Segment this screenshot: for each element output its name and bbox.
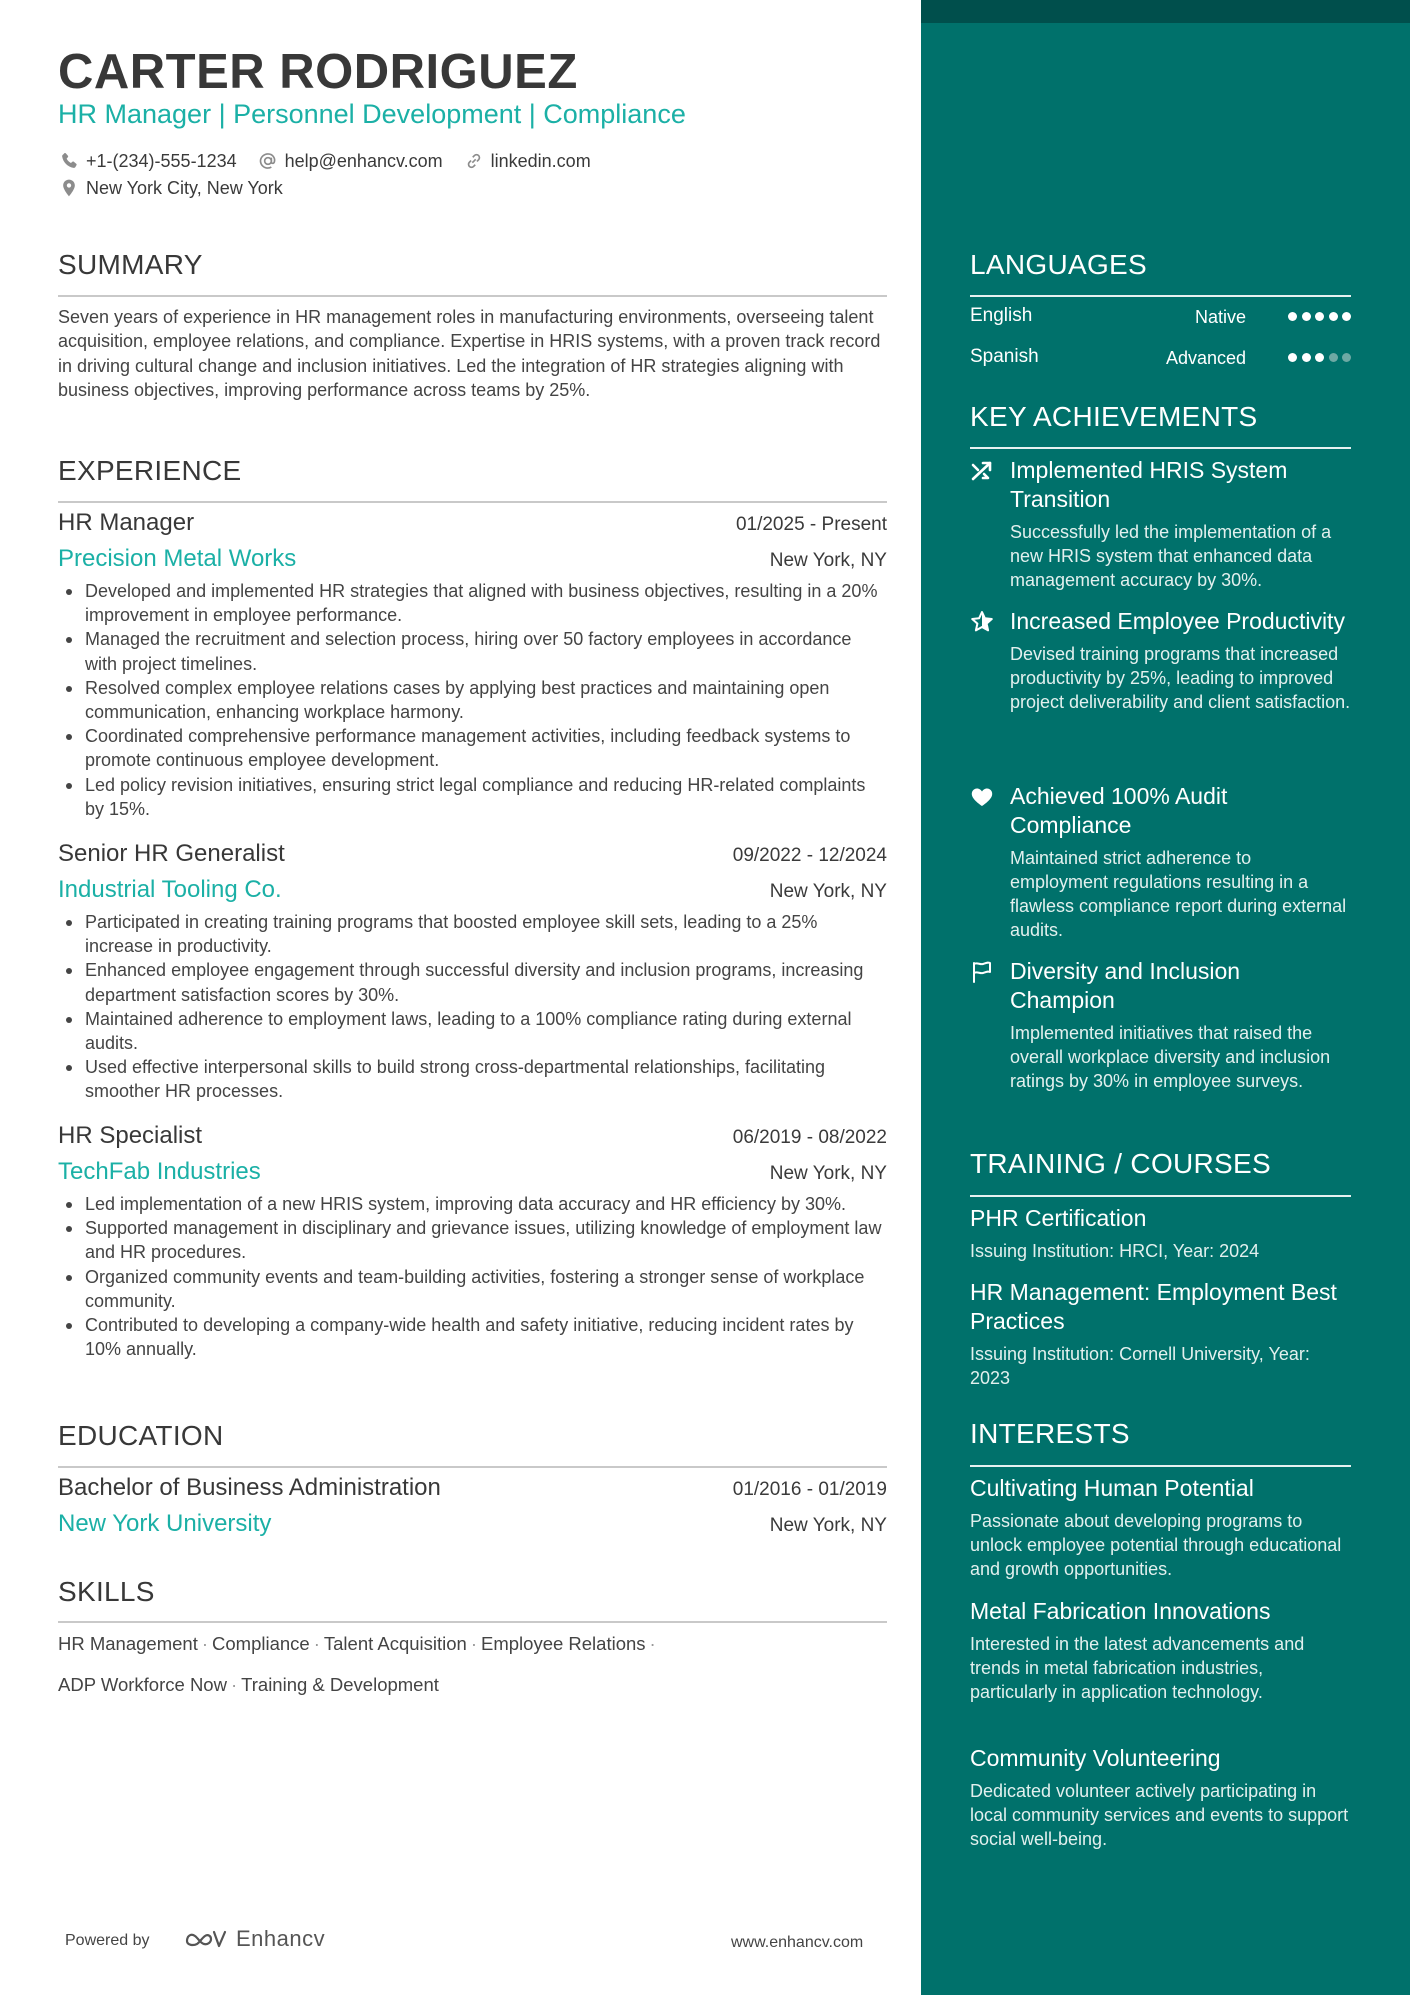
enhancv-brand: Enhancv bbox=[236, 1926, 326, 1951]
footer-url[interactable]: www.enhancv.com bbox=[731, 1934, 864, 1951]
location-text: New York City, New York bbox=[86, 177, 283, 198]
course-item bbox=[970, 1204, 1351, 1263]
job-location: New York, NY bbox=[769, 550, 887, 571]
education-school: New York University bbox=[58, 1510, 272, 1537]
education-entry bbox=[58, 1474, 887, 1538]
job-bullet: Led policy revision initiatives, ensuring strict legal compliance and reducing HR-related complaints by 15%. bbox=[58, 773, 887, 821]
rating-dot bbox=[1302, 312, 1311, 321]
interest-desc: Interested in the latest advancements and trends in metal fabrication industries, particularly in application technology. bbox=[970, 1634, 1305, 1702]
summary-heading: SUMMARY bbox=[58, 249, 203, 280]
job-company: TechFab Industries bbox=[58, 1158, 261, 1185]
enhancv-logo-icon bbox=[184, 1927, 228, 1951]
contact-email[interactable] bbox=[257, 150, 443, 172]
job-dates: 09/2022 - 12/2024 bbox=[732, 845, 887, 866]
skill-item: Employee Relations bbox=[481, 1633, 646, 1654]
skill-separator: · bbox=[649, 1633, 656, 1654]
heart-icon bbox=[970, 785, 994, 809]
education-heading: EDUCATION bbox=[58, 1420, 224, 1451]
job-entry bbox=[58, 509, 887, 821]
phone-icon bbox=[58, 150, 80, 172]
rating-dot bbox=[1288, 312, 1297, 321]
sidebar-top-bar bbox=[921, 0, 1410, 23]
job-bullet: Organized community events and team-building activities, fostering a stronger sense of workplace community. bbox=[58, 1265, 887, 1313]
swap-arrows-icon bbox=[970, 459, 994, 483]
phone-text: +1-(234)-555-1234 bbox=[86, 150, 237, 171]
job-bullet: Resolved complex employee relations cases by applying best practices and maintaining open communication, enhancing workplace harmony. bbox=[58, 676, 887, 724]
interest-desc: Passionate about developing programs to unlock employee potential through educational and growth opportunities. bbox=[970, 1511, 1342, 1579]
achievement-title: Increased Employee Productivity bbox=[1010, 608, 1345, 634]
language-item bbox=[970, 305, 1351, 331]
interest-title: Cultivating Human Potential bbox=[970, 1475, 1254, 1501]
achievement-item bbox=[970, 782, 1351, 942]
job-bullet: Coordinated comprehensive performance management activities, including feedback systems to promote continuous employee development. bbox=[58, 724, 887, 772]
job-subheader bbox=[58, 1158, 887, 1186]
job-subheader bbox=[58, 876, 887, 904]
job-title: Senior HR Generalist bbox=[58, 840, 285, 867]
job-entry bbox=[58, 840, 887, 1104]
contact-phone[interactable] bbox=[58, 150, 237, 172]
language-name: Spanish bbox=[970, 346, 1039, 367]
job-dates: 01/2025 - Present bbox=[735, 514, 887, 535]
education-subheader bbox=[58, 1510, 887, 1538]
training-heading: TRAINING / COURSES bbox=[970, 1148, 1271, 1179]
summary-text: Seven years of experience in HR management roles in manufacturing environments, overseeing talent acquisition, employee relations, and compliance. Expertise in HRIS systems, with a proven track record in driving cultural change and inclusion initiatives. Led the integration of HR strategies aligning with business objectives, improving performance across teams by 25%. bbox=[58, 307, 881, 400]
skill-separator: · bbox=[313, 1633, 320, 1654]
job-bullet: Maintained adherence to employment laws, leading to a 100% compliance rating during external audits. bbox=[58, 1007, 887, 1055]
job-bullet: Used effective interpersonal skills to build strong cross-departmental relationships, facilitating smoother HR processes. bbox=[58, 1055, 887, 1103]
job-bullets bbox=[58, 1192, 887, 1361]
job-location: New York, NY bbox=[769, 881, 887, 902]
achievements-heading: KEY ACHIEVEMENTS bbox=[970, 401, 1258, 432]
experience-heading: EXPERIENCE bbox=[58, 455, 242, 486]
candidate-name: CARTER RODRIGUEZ bbox=[58, 45, 578, 99]
summary-divider bbox=[58, 295, 887, 297]
course-desc: Issuing Institution: Cornell University, Year: 2023 bbox=[970, 1344, 1310, 1388]
job-bullet: Enhanced employee engagement through successful diversity and inclusion programs, increasing department satisfaction scores by 30%. bbox=[58, 958, 887, 1006]
sidebar bbox=[921, 0, 1410, 1995]
achievement-desc: Successfully led the implementation of a new HRIS system that enhanced data management accuracy by 30%. bbox=[1010, 522, 1332, 590]
job-subheader bbox=[58, 545, 887, 573]
language-rating bbox=[1284, 353, 1352, 362]
job-bullets bbox=[58, 579, 887, 821]
language-rating bbox=[1284, 312, 1352, 321]
job-bullet: Supported management in disciplinary and grievance issues, utilizing knowledge of employment law and HR procedures. bbox=[58, 1216, 887, 1264]
candidate-tagline: HR Manager | Personnel Development | Compliance bbox=[58, 99, 686, 129]
achievement-title: Diversity and Inclusion Champion bbox=[1010, 958, 1241, 1013]
job-bullet: Developed and implemented HR strategies that aligned with business objectives, resulting in a 20% improvement in employee performance. bbox=[58, 579, 887, 627]
language-level: Advanced bbox=[1165, 348, 1246, 368]
job-company: Industrial Tooling Co. bbox=[58, 876, 282, 903]
job-bullet: Led implementation of a new HRIS system, improving data accuracy and HR efficiency by 30%. bbox=[58, 1192, 887, 1216]
job-header bbox=[58, 1122, 887, 1150]
job-bullet: Contributed to developing a company-wide health and safety initiative, reducing incident rates by 10% annually. bbox=[58, 1313, 887, 1361]
interest-item bbox=[970, 1744, 1351, 1851]
star-half-icon bbox=[970, 610, 994, 634]
enhancv-logo[interactable] bbox=[184, 1926, 325, 1952]
achievement-item bbox=[970, 607, 1351, 714]
education-dates: 01/2016 - 01/2019 bbox=[732, 1479, 887, 1500]
rating-dot bbox=[1329, 353, 1338, 362]
job-title: HR Manager bbox=[58, 509, 195, 536]
contact-row bbox=[58, 150, 611, 172]
interest-title: Community Volunteering bbox=[970, 1745, 1221, 1771]
skill-item: Compliance bbox=[212, 1633, 310, 1654]
skill-separator: · bbox=[230, 1674, 238, 1695]
job-dates: 06/2019 - 08/2022 bbox=[732, 1127, 887, 1148]
flag-icon bbox=[970, 960, 994, 984]
achievement-item bbox=[970, 957, 1351, 1093]
rating-dot bbox=[1329, 312, 1338, 321]
interests-heading: INTERESTS bbox=[970, 1418, 1130, 1449]
job-bullets bbox=[58, 910, 887, 1104]
language-item bbox=[970, 346, 1351, 372]
interest-item bbox=[970, 1474, 1351, 1581]
achievement-desc: Devised training programs that increased productivity by 25%, leading to improved project deliverability and client satisfaction. bbox=[1010, 644, 1351, 712]
education-degree: Bachelor of Business Administration bbox=[58, 1474, 441, 1501]
achievement-title: Achieved 100% Audit Compliance bbox=[1010, 783, 1228, 838]
course-title: PHR Certification bbox=[970, 1205, 1147, 1231]
interest-item bbox=[970, 1597, 1351, 1704]
interest-desc: Dedicated volunteer actively participating in local community services and events to support social well-being. bbox=[970, 1781, 1349, 1849]
skills-list bbox=[58, 1623, 887, 1705]
interests-divider bbox=[970, 1465, 1351, 1467]
rating-dot bbox=[1315, 312, 1324, 321]
rating-dot bbox=[1288, 353, 1297, 362]
job-header bbox=[58, 840, 887, 868]
experience-divider bbox=[58, 501, 887, 503]
languages-divider bbox=[970, 295, 1351, 297]
location-row bbox=[58, 177, 303, 199]
course-desc: Issuing Institution: HRCI, Year: 2024 bbox=[970, 1241, 1260, 1261]
linkedin-text: linkedin.com bbox=[490, 150, 591, 171]
contact-location bbox=[58, 177, 283, 199]
job-title: HR Specialist bbox=[58, 1122, 203, 1149]
at-icon bbox=[257, 150, 279, 172]
rating-dot bbox=[1315, 353, 1324, 362]
education-divider bbox=[58, 1466, 887, 1468]
course-title: HR Management: Employment Best Practices bbox=[970, 1279, 1337, 1334]
interest-title: Metal Fabrication Innovations bbox=[970, 1598, 1271, 1624]
contact-linkedin[interactable] bbox=[463, 150, 591, 172]
job-entry bbox=[58, 1122, 887, 1361]
job-bullet: Participated in creating training programs that boosted employee skill sets, leading to a 25% increase in productivity. bbox=[58, 910, 887, 958]
job-header bbox=[58, 509, 887, 537]
skill-item: Training & Development bbox=[241, 1674, 439, 1695]
skill-item: HR Management bbox=[58, 1633, 198, 1654]
link-icon bbox=[463, 150, 485, 172]
skills-heading: SKILLS bbox=[58, 1576, 155, 1607]
rating-dot bbox=[1342, 312, 1351, 321]
achievements-divider bbox=[970, 447, 1351, 449]
rating-dot bbox=[1342, 353, 1351, 362]
achievement-desc: Implemented initiatives that raised the overall workplace diversity and inclusion ratings by 30% in employee surveys. bbox=[1010, 1023, 1331, 1091]
skill-separator: · bbox=[470, 1633, 477, 1654]
course-item bbox=[970, 1278, 1351, 1390]
job-location: New York, NY bbox=[769, 1163, 887, 1184]
location-pin-icon bbox=[58, 177, 80, 199]
training-divider bbox=[970, 1195, 1351, 1197]
email-text: help@enhancv.com bbox=[284, 150, 443, 171]
skill-separator: · bbox=[201, 1633, 209, 1654]
job-bullet: Managed the recruitment and selection process, hiring over 50 factory employees in accordance with project timelines. bbox=[58, 627, 887, 675]
skill-item: ADP Workforce Now bbox=[58, 1674, 227, 1695]
powered-by-label: Powered by bbox=[65, 1932, 150, 1949]
achievement-title: Implemented HRIS System Transition bbox=[1010, 457, 1288, 512]
language-level: Native bbox=[1194, 307, 1246, 327]
skill-item: Talent Acquisition bbox=[323, 1633, 467, 1654]
languages-heading: LANGUAGES bbox=[970, 249, 1147, 280]
achievement-desc: Maintained strict adherence to employment regulations resulting in a flawless compliance report during external audits. bbox=[1010, 848, 1347, 940]
education-header bbox=[58, 1474, 887, 1502]
language-name: English bbox=[970, 305, 1033, 326]
achievement-item bbox=[970, 456, 1351, 592]
education-location: New York, NY bbox=[769, 1515, 887, 1536]
rating-dot bbox=[1302, 353, 1311, 362]
job-company: Precision Metal Works bbox=[58, 545, 297, 572]
